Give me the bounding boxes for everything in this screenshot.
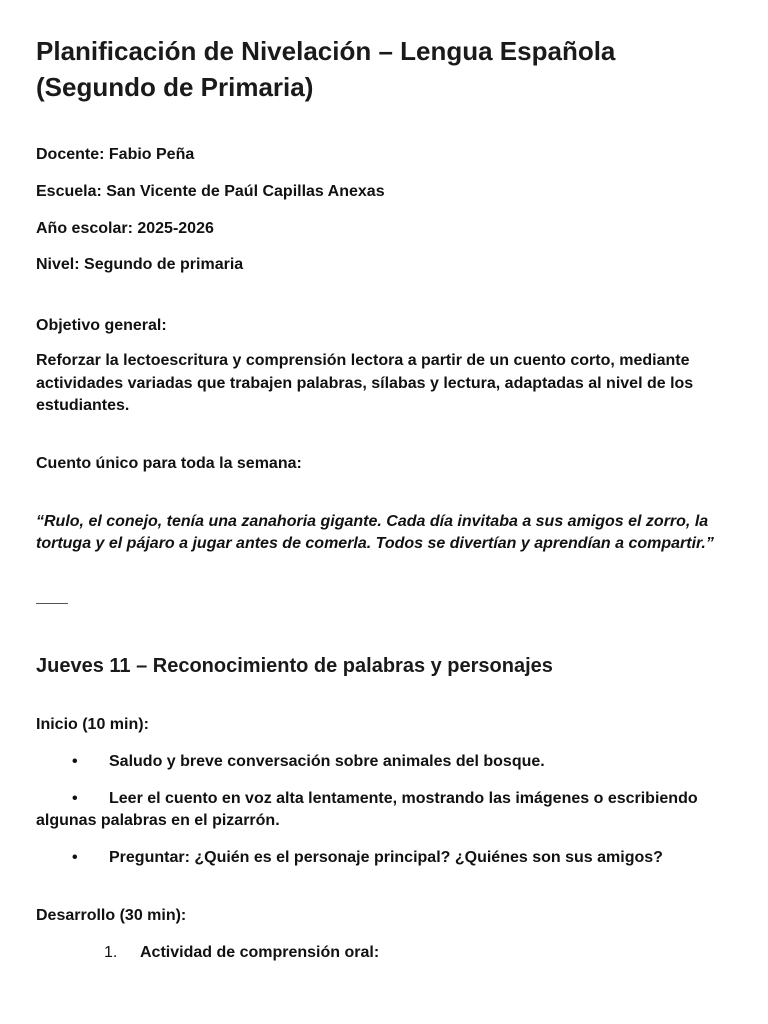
numbered-item-label: Actividad de comprensión oral: <box>140 943 380 961</box>
school-line: Escuela: San Vicente de Paúl Capillas Anexas <box>36 183 385 200</box>
school-year-line: Año escolar: 2025-2026 <box>36 220 214 237</box>
list-item <box>36 847 732 869</box>
numbered-item <box>36 942 732 964</box>
list-item-text: Saludo y breve conversación sobre animales del bosque. <box>109 752 545 770</box>
list-item <box>36 788 732 832</box>
section-separator <box>36 603 68 604</box>
story-text: “Rulo, el conejo, tenía una zanahoria gigante. Cada día invitaba a sus amigos el zorro, la tortuga y el pájaro a jugar antes de comerla. Todos se divertían y aprendían a compartir.” <box>36 512 714 552</box>
inicio-heading: Inicio (10 min): <box>36 715 149 733</box>
document-title: Planificación de Nivelación – Lengua Española (Segundo de Primaria) <box>36 36 616 102</box>
objective-text: Reforzar la lectoescritura y comprensión lectora a partir de un cuento corto, mediante actividades variadas que trabajen palabras, sílabas y lectura, adaptadas al nivel de los estudiantes. <box>36 352 694 414</box>
bullet-icon: • <box>72 848 78 866</box>
level-line: Nivel: Segundo de primaria <box>36 256 244 273</box>
story-heading: Cuento único para toda la semana: <box>36 454 302 472</box>
section-title: Jueves 11 – Reconocimiento de palabras y personajes <box>36 654 553 677</box>
bullet-icon: • <box>72 789 78 807</box>
list-item <box>36 751 732 773</box>
list-number: 1. <box>104 943 118 961</box>
objective-heading: Objetivo general: <box>36 317 167 334</box>
list-item-text: Leer el cuento en voz alta lentamente, mostrando las imágenes o escribiendo algunas palabras en el pizarrón. <box>36 789 698 829</box>
bullet-icon: • <box>72 752 78 770</box>
teacher-line: Docente: Fabio Peña <box>36 146 195 163</box>
list-item-text: Preguntar: ¿Quién es el personaje principal? ¿Quiénes son sus amigos? <box>109 848 663 866</box>
desarrollo-heading: Desarrollo (30 min): <box>36 906 187 924</box>
